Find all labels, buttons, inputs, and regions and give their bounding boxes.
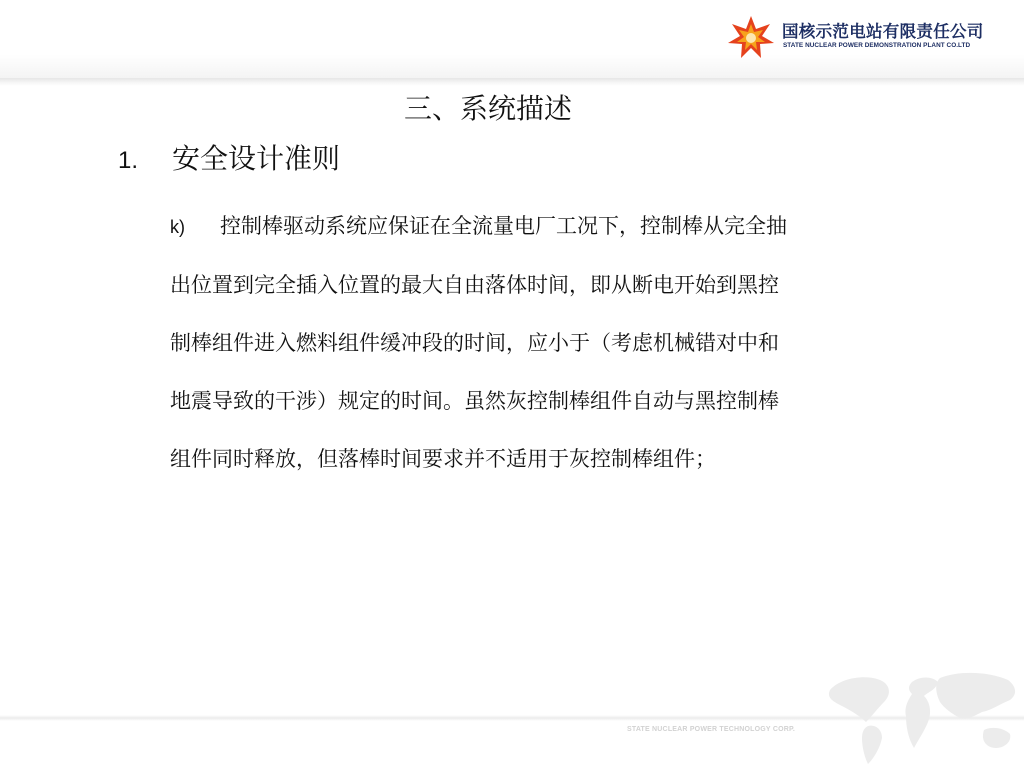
header-divider	[0, 78, 1024, 86]
company-name-en: STATE NUCLEAR POWER DEMONSTRATION PLANT CO.LTD	[783, 42, 971, 49]
paragraph-label: k)	[170, 217, 185, 237]
paragraph-line-text: 控制棒驱动系统应保证在全流量电厂工况下，控制棒从完全抽	[220, 214, 787, 238]
list-item-heading	[118, 137, 340, 177]
paragraph-line: 制棒组件进入燃料组件缓冲段的时间，应小于（考虑机械错对中和	[170, 331, 779, 355]
footer-company-text: STATE NUCLEAR POWER TECHNOLOGY CORP.	[627, 726, 796, 733]
body-paragraph	[170, 197, 930, 488]
nuclear-star-logo-icon	[727, 15, 775, 59]
paragraph-line: 出位置到完全插入位置的最大自由落体时间，即从断电开始到黑控	[170, 273, 779, 297]
section-title: 三、系统描述	[403, 92, 572, 125]
list-item-number: 1.	[118, 147, 139, 174]
paragraph-line: 组件同时释放，但落棒时间要求并不适用于灰控制棒组件；	[170, 447, 716, 471]
company-logo	[727, 15, 1017, 59]
world-map-watermark	[820, 660, 1024, 768]
list-item-text: 安全设计准则	[172, 142, 341, 175]
company-name-cn: 国核示范电站有限责任公司	[782, 22, 984, 41]
paragraph-line	[170, 197, 930, 256]
paragraph-line: 地震导致的干涉）规定的时间。虽然灰控制棒组件自动与黑控制棒	[170, 389, 779, 413]
